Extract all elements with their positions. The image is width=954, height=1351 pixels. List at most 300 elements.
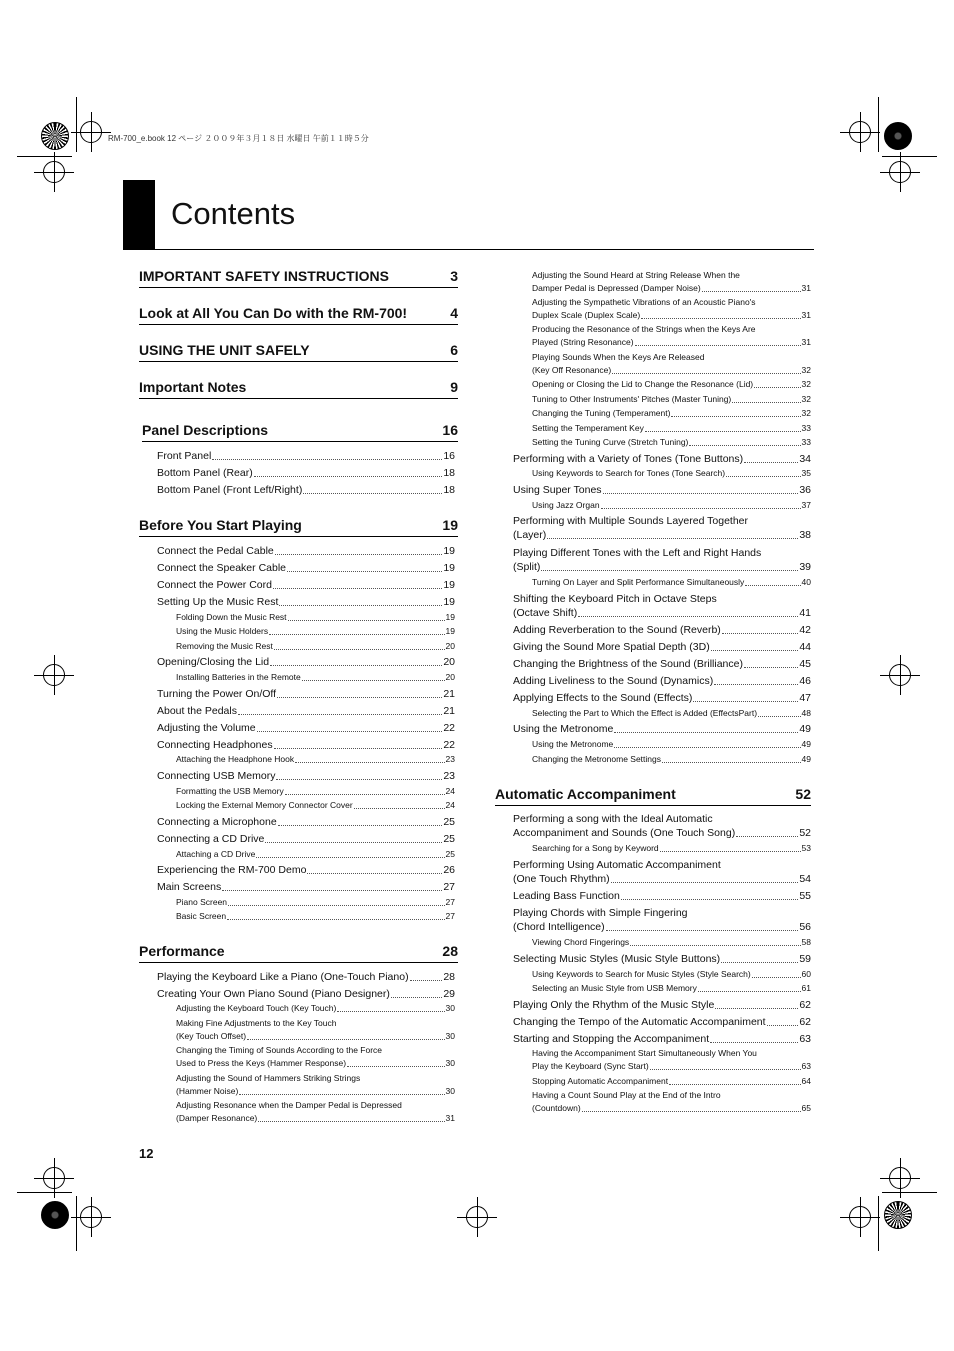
toc-entry-text: Tuning to Other Instruments' Pitches (Master Tuning)	[532, 394, 732, 404]
toc-entry-page: 47	[799, 692, 811, 704]
toc-entry-line: Performing with Multiple Sounds Layered Together	[513, 515, 749, 527]
toc-entry	[513, 674, 811, 688]
leader-dots	[337, 1011, 444, 1012]
toc-entry-row	[532, 422, 811, 435]
toc-entry	[532, 269, 811, 295]
section-title: Performance	[139, 943, 225, 959]
toc-entry	[157, 970, 455, 984]
toc-entry-row	[157, 721, 455, 735]
toc-entry-page: 24	[445, 786, 455, 796]
toc-entry-text: (Octave Shift)	[513, 607, 578, 619]
toc-entry-page: 31	[801, 283, 811, 293]
toc-entry	[176, 671, 455, 684]
toc-entry	[532, 1089, 811, 1115]
toc-entry-row	[532, 309, 811, 322]
toc-entry	[532, 436, 811, 449]
toc-entry	[157, 483, 455, 497]
toc-entry	[157, 466, 455, 480]
leader-dots	[662, 762, 801, 763]
toc-entry-row	[157, 880, 455, 894]
toc-entry-page: 27	[445, 897, 455, 907]
toc-entry-text: Bottom Panel (Front Left/Right)	[157, 484, 303, 496]
toc-entry-line: Adjusting the Sound Heard at String Release When the	[532, 270, 740, 280]
toc-entry-row	[157, 655, 455, 669]
toc-entry-line: Shifting the Keyboard Pitch in Octave Steps	[513, 593, 717, 605]
toc-entry	[176, 785, 455, 798]
leader-dots	[671, 416, 800, 417]
toc-entry-page: 56	[799, 921, 811, 933]
toc-entry	[176, 1002, 455, 1015]
toc-entry-row	[513, 674, 811, 688]
toc-entry	[532, 296, 811, 322]
leader-dots	[641, 318, 800, 319]
leader-dots	[714, 684, 798, 685]
toc-entry-text: Turning the Power On/Off	[157, 688, 277, 700]
toc-entry	[532, 422, 811, 435]
toc-section-heading	[139, 305, 458, 325]
toc-entry	[513, 858, 811, 886]
toc-entry-row	[157, 483, 455, 497]
toc-entry-text: Duplex Scale (Duplex Scale)	[532, 310, 641, 320]
toc-entry-page: 26	[443, 864, 455, 876]
toc-entry-row	[176, 1002, 455, 1015]
crop-mark	[878, 1196, 879, 1251]
toc-entry	[532, 982, 811, 995]
leader-dots	[257, 731, 443, 732]
toc-entry-page: 31	[801, 337, 811, 347]
toc-entry-row	[513, 872, 811, 886]
toc-entry	[157, 721, 455, 735]
toc-entry-row	[532, 393, 811, 406]
toc-entry-text: Performing with a Variety of Tones (Tone Buttons)	[513, 453, 744, 465]
leader-dots	[710, 1042, 798, 1043]
section-title: Look at All You Can Do with the RM-700!	[139, 305, 408, 321]
toc-entry-text: Changing the Tuning (Temperament)	[532, 408, 671, 418]
toc-entry-page: 19	[443, 545, 455, 557]
toc-entry-row	[513, 483, 811, 497]
toc-entry-row	[157, 704, 455, 718]
toc-entry-text: Using Keywords to Search for Music Styles (Style Search)	[532, 969, 751, 979]
toc-entry-page: 49	[801, 754, 811, 764]
toc-entry-row	[157, 815, 455, 829]
toc-entry-text: (One Touch Rhythm)	[513, 873, 610, 885]
leader-dots	[635, 345, 801, 346]
toc-entry-page: 31	[445, 1113, 455, 1123]
toc-entry	[513, 812, 811, 840]
toc-entry-page: 25	[443, 833, 455, 845]
toc-entry-text: Bottom Panel (Rear)	[157, 467, 253, 479]
toc-entry-text: Opening or Closing the Lid to Change the Resonance (Lid)	[532, 379, 754, 389]
toc-entry-page: 37	[801, 500, 811, 510]
toc-entry-page: 63	[801, 1061, 811, 1071]
toc-entry-text: Stopping Automatic Accompaniment	[532, 1076, 669, 1086]
toc-entry-row	[157, 578, 455, 592]
toc-entry-row	[513, 560, 811, 574]
toc-section-heading	[139, 379, 458, 399]
toc-entry	[157, 449, 455, 463]
leader-dots	[603, 493, 799, 494]
leader-dots	[758, 716, 800, 717]
toc-entry-page: 32	[801, 408, 811, 418]
leader-dots	[744, 462, 798, 463]
leader-dots	[767, 1025, 799, 1026]
toc-entry	[532, 842, 811, 855]
registration-icon	[889, 161, 911, 183]
leader-dots	[391, 997, 442, 998]
toc-entry-row	[532, 738, 811, 751]
toc-entry-text: Playing Only the Rhythm of the Music Style	[513, 999, 715, 1011]
toc-entry-page: 39	[799, 561, 811, 573]
toc-entry-text: Selecting an Music Style from USB Memory	[532, 983, 697, 993]
toc-entry-row	[532, 378, 811, 391]
toc-entry-text: Turning On Layer and Split Performance Simultaneously	[532, 577, 745, 587]
toc-entry-page: 21	[443, 705, 455, 717]
toc-entry-text: Adjusting the Keyboard Touch (Key Touch)	[176, 1003, 337, 1013]
leader-dots	[256, 857, 444, 858]
toc-entry-row	[157, 687, 455, 701]
leader-dots	[745, 585, 800, 586]
leader-dots	[715, 1008, 798, 1009]
toc-entry-page: 19	[443, 596, 455, 608]
toc-entry	[176, 1044, 455, 1070]
toc-entry	[513, 952, 811, 966]
toc-entry-row	[532, 467, 811, 480]
toc-entry-text: Connecting a Microphone	[157, 816, 277, 828]
toc-entry	[532, 968, 811, 981]
toc-entry-text: Creating Your Own Piano Sound (Piano Designer)	[157, 988, 390, 1000]
toc-entry-text: Adjusting the Volume	[157, 722, 256, 734]
toc-entry	[532, 576, 811, 589]
toc-entry-line: Playing Sounds When the Keys Are Released	[532, 352, 705, 362]
toc-entry-text: Playing the Keyboard Like a Piano (One-Touch Piano)	[157, 971, 409, 983]
toc-entry	[513, 1032, 811, 1046]
toc-entry-row	[513, 528, 811, 542]
toc-entry-text: Connecting a CD Drive	[157, 833, 265, 845]
leader-dots	[606, 930, 799, 931]
toc-entry	[513, 546, 811, 574]
leader-dots	[212, 459, 442, 460]
leader-dots	[582, 1111, 801, 1112]
toc-entry-text: Selecting the Part to Which the Effect is Added (EffectsPart)	[532, 708, 758, 718]
toc-entry-row	[157, 987, 455, 1001]
toc-entry-row	[513, 722, 811, 736]
leader-dots	[541, 570, 798, 571]
toc-entry-line: Making Fine Adjustments to the Key Touch	[176, 1018, 337, 1028]
toc-entry-page: 19	[443, 579, 455, 591]
toc-entry-page: 19	[445, 612, 455, 622]
registration-icon	[43, 664, 65, 686]
toc-entry-page: 16	[443, 450, 455, 462]
toc-entry-row	[157, 466, 455, 480]
toc-entry-page: 20	[445, 641, 455, 651]
toc-entry-text: (Damper Resonance)	[176, 1113, 258, 1123]
sunburst-icon	[884, 122, 912, 150]
toc-section-heading	[139, 342, 458, 362]
toc-entry-page: 49	[799, 723, 811, 735]
toc-entry-page: 25	[443, 816, 455, 828]
toc-entry-text: Using Jazz Organ	[532, 500, 600, 510]
toc-entry-text: Used to Press the Keys (Hammer Response)	[176, 1058, 347, 1068]
toc-entry-row	[157, 449, 455, 463]
leader-dots	[611, 882, 799, 883]
leader-dots	[689, 445, 800, 446]
toc-entry	[513, 889, 811, 903]
toc-entry	[157, 687, 455, 701]
toc-entry-row	[513, 1032, 811, 1046]
toc-entry-row	[532, 1075, 811, 1088]
toc-entry-row	[157, 595, 455, 609]
toc-entry-page: 60	[801, 969, 811, 979]
leader-dots	[601, 508, 801, 509]
toc-entry-text: Front Panel	[157, 450, 212, 462]
toc-entry-page: 34	[799, 453, 811, 465]
toc-entry	[532, 1075, 811, 1088]
toc-entry-text: Formatting the USB Memory	[176, 786, 284, 796]
toc-entry	[513, 514, 811, 542]
leader-dots	[307, 873, 442, 874]
leader-dots	[254, 476, 443, 477]
toc-entry-text: Adding Liveliness to the Sound (Dynamics)	[513, 675, 714, 687]
toc-entry-page: 23	[445, 754, 455, 764]
toc-entry-text: (Layer)	[513, 529, 547, 541]
toc-entry-text: Main Screens	[157, 881, 222, 893]
toc-entry	[532, 378, 811, 391]
toc-entry	[176, 1099, 455, 1125]
toc-entry-row	[513, 452, 811, 466]
toc-entry-text: Play the Keyboard (Sync Start)	[532, 1061, 649, 1071]
toc-entry-text: (Key Touch Offset)	[176, 1031, 247, 1041]
section-page: 52	[795, 786, 811, 802]
leader-dots	[410, 980, 443, 981]
toc-entry-text: Installing Batteries in the Remote	[176, 672, 301, 682]
toc-entry-row	[532, 1102, 811, 1115]
toc-entry	[157, 544, 455, 558]
toc-entry-line: Having the Accompaniment Start Simultaneously When You	[532, 1048, 757, 1058]
toc-entry-row	[176, 640, 455, 653]
toc-entry	[532, 1047, 811, 1073]
toc-entry-row	[513, 657, 811, 671]
toc-entry-page: 63	[799, 1033, 811, 1045]
toc-entry-text: Searching for a Song by Keyword	[532, 843, 659, 853]
toc-entry	[532, 738, 811, 751]
leader-dots	[287, 571, 442, 572]
page-title: Contents	[171, 196, 296, 231]
toc-entry-page: 33	[801, 423, 811, 433]
leader-dots	[702, 291, 801, 292]
toc-entry-row	[176, 611, 455, 624]
toc-entry-text: Applying Effects to the Sound (Effects)	[513, 692, 693, 704]
leader-dots	[288, 620, 445, 621]
toc-entry-text: Using Super Tones	[513, 484, 602, 496]
leader-dots	[614, 747, 800, 748]
toc-entry	[157, 738, 455, 752]
leader-dots	[269, 634, 444, 635]
toc-entry-text: Using the Metronome	[532, 739, 614, 749]
toc-entry	[176, 896, 455, 909]
toc-entry	[157, 561, 455, 575]
toc-entry-page: 20	[443, 656, 455, 668]
toc-entry-page: 22	[443, 722, 455, 734]
toc-entry-text: Piano Screen	[176, 897, 228, 907]
toc-entry-row	[532, 499, 811, 512]
toc-entry-page: 18	[443, 484, 455, 496]
toc-entry	[157, 704, 455, 718]
leader-dots	[274, 649, 445, 650]
toc-entry-row	[513, 889, 811, 903]
section-page: 28	[442, 943, 458, 959]
toc-entry-page: 44	[799, 641, 811, 653]
toc-entry-page: 46	[799, 675, 811, 687]
crop-mark	[17, 1192, 72, 1193]
toc-entry-row	[176, 799, 455, 812]
toc-entry-row	[176, 1030, 455, 1043]
toc-entry	[532, 936, 811, 949]
toc-entry	[513, 691, 811, 705]
toc-entry-line: Adjusting Resonance when the Damper Pedal is Depressed	[176, 1100, 402, 1110]
toc-entry-line: Changing the Timing of Sounds According to the Force	[176, 1045, 383, 1055]
registration-icon	[43, 1167, 65, 1189]
toc-entry	[513, 906, 811, 934]
section-title: USING THE UNIT SAFELY	[139, 342, 310, 358]
leader-dots	[669, 1084, 800, 1085]
section-page: 19	[442, 517, 458, 533]
leader-dots	[265, 842, 442, 843]
toc-entry-line: Producing the Resonance of the Strings when the Keys Are	[532, 324, 756, 334]
leader-dots	[276, 779, 442, 780]
toc-entry-row	[157, 970, 455, 984]
toc-entry	[176, 625, 455, 638]
toc-entry	[157, 595, 455, 609]
toc-entry-page: 42	[799, 624, 811, 636]
section-page: 16	[442, 422, 458, 438]
toc-entry	[176, 799, 455, 812]
toc-entry-page: 27	[445, 911, 455, 921]
toc-entry-row	[532, 982, 811, 995]
toc-entry-row	[532, 968, 811, 981]
toc-entry-text: Folding Down the Music Rest	[176, 612, 287, 622]
toc-entry	[176, 848, 455, 861]
leader-dots	[698, 991, 801, 992]
toc-entry-line: Performing a song with the Ideal Automatic	[513, 813, 713, 825]
toc-entry-text: Experiencing the RM-700 Demo	[157, 864, 307, 876]
leader-dots	[630, 945, 800, 946]
toc-entry-text: Starting and Stopping the Accompaniment	[513, 1033, 710, 1045]
toc-entry-row	[513, 826, 811, 840]
toc-entry-text: (Chord Intelligence)	[513, 921, 605, 933]
toc-entry-text: (Hammer Noise)	[176, 1086, 239, 1096]
leader-dots	[275, 554, 443, 555]
leader-dots	[736, 836, 798, 837]
toc-entry-line: Adjusting the Sound of Hammers Striking Strings	[176, 1073, 361, 1083]
toc-entry	[176, 910, 455, 923]
registration-icon	[80, 1206, 102, 1228]
toc-entry	[157, 655, 455, 669]
leader-dots	[228, 905, 444, 906]
toc-entry	[513, 657, 811, 671]
leader-dots	[693, 701, 798, 702]
toc-entry-page: 27	[443, 881, 455, 893]
toc-entry-row	[157, 544, 455, 558]
toc-entry	[532, 351, 811, 377]
crop-mark	[76, 1196, 77, 1251]
toc-entry-page: 40	[801, 577, 811, 587]
toc-entry	[532, 393, 811, 406]
toc-entry-page: 64	[801, 1076, 811, 1086]
toc-entry-text: Attaching the Headphone Hook	[176, 754, 295, 764]
leader-dots	[279, 605, 442, 606]
section-page: 3	[450, 268, 458, 284]
leader-dots	[711, 650, 799, 651]
toc-entry-page: 30	[445, 1003, 455, 1013]
leader-dots	[258, 1121, 444, 1122]
sunburst-icon	[41, 1201, 69, 1229]
toc-entry	[532, 407, 811, 420]
toc-entry-row	[513, 623, 811, 637]
toc-entry-text: (Key Off Resonance)	[532, 365, 612, 375]
section-title: Automatic Accompaniment	[495, 786, 676, 802]
toc-entry-text: Changing the Brightness of the Sound (Brilliance)	[513, 658, 743, 670]
registration-icon	[849, 1206, 871, 1228]
toc-entry-text: (Split)	[513, 561, 541, 573]
registration-icon	[889, 1167, 911, 1189]
toc-entry-row	[513, 606, 811, 620]
leader-dots	[645, 431, 801, 432]
toc-entry	[176, 1017, 455, 1043]
toc-entry-text: Attaching a CD Drive	[176, 849, 256, 859]
toc-entry-text: Basic Screen	[176, 911, 227, 921]
toc-entry-row	[157, 561, 455, 575]
toc-entry-page: 53	[801, 843, 811, 853]
toc-entry-page: 19	[443, 562, 455, 574]
toc-entry-line: Playing Different Tones with the Left and Right Hands	[513, 547, 762, 559]
toc-entry	[157, 863, 455, 877]
toc-entry-line: Adjusting the Sympathetic Vibrations of an Acoustic Piano's	[532, 297, 756, 307]
toc-entry	[176, 640, 455, 653]
toc-entry-page: 30	[445, 1086, 455, 1096]
toc-entry-page: 48	[801, 708, 811, 718]
toc-entry-row	[176, 848, 455, 861]
toc-entry-line: Having a Count Sound Play at the End of the Intro	[532, 1090, 721, 1100]
toc-entry-page: 65	[801, 1103, 811, 1113]
toc-entry-row	[532, 1060, 811, 1073]
leader-dots	[285, 794, 445, 795]
toc-entry	[532, 323, 811, 349]
section-title: Before You Start Playing	[139, 517, 302, 533]
toc-entry-page: 62	[799, 1016, 811, 1028]
toc-entry-page: 55	[799, 890, 811, 902]
toc-entry-row	[176, 625, 455, 638]
registration-icon	[889, 664, 911, 686]
crop-mark	[882, 156, 937, 157]
toc-entry-row	[513, 998, 811, 1012]
leader-dots	[752, 977, 801, 978]
toc-entry-row	[513, 640, 811, 654]
toc-section-heading	[139, 943, 458, 963]
toc-entry-page: 52	[799, 827, 811, 839]
toc-entry-text: Connect the Speaker Cable	[157, 562, 286, 574]
sunburst-icon	[884, 1201, 912, 1229]
toc-entry-text: Setting Up the Music Rest	[157, 596, 279, 608]
toc-entry-text: Opening/Closing the Lid	[157, 656, 270, 668]
toc-entry	[513, 483, 811, 497]
section-page: 9	[450, 379, 458, 395]
toc-entry-page: 29	[443, 988, 455, 1000]
toc-entry-text: Using Keywords to Search for Tones (Tone Search)	[532, 468, 726, 478]
toc-entry-text: Connecting USB Memory	[157, 770, 276, 782]
toc-entry-row	[513, 1015, 811, 1029]
toc-entry-page: 49	[801, 739, 811, 749]
leader-dots	[614, 732, 798, 733]
